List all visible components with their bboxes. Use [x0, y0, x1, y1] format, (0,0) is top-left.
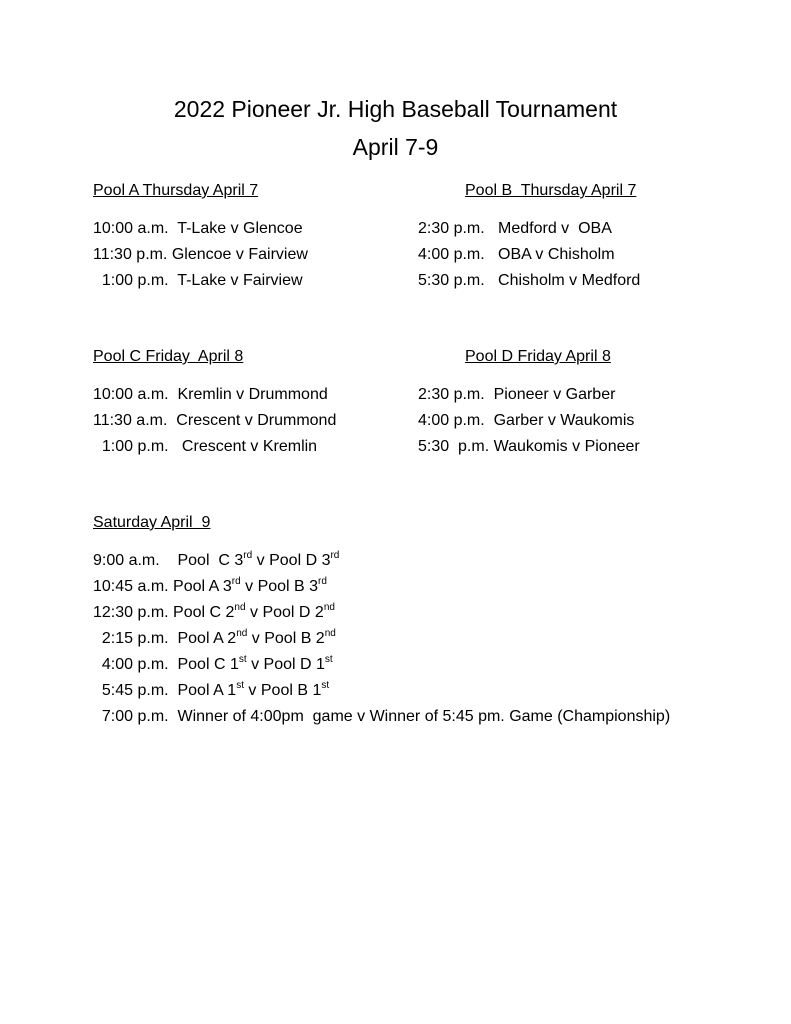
pool-b-game-3: 5:30 p.m. Chisholm v Medford: [418, 272, 641, 289]
pool-d-heading: Pool D Friday April 8: [465, 348, 611, 365]
pool-c-game-2: 11:30 a.m. Crescent v Drummond: [93, 412, 337, 429]
team-b-ordinal: st: [321, 680, 330, 691]
pool-c-heading: Pool C Friday April 8: [93, 348, 244, 365]
team-b: v Pool D 1: [246, 656, 325, 673]
pool-b-heading: Pool B Thursday April 7: [465, 182, 637, 199]
team-a-ordinal: rd: [231, 576, 241, 587]
team-a: Pool A 3: [173, 578, 232, 595]
team-b-ordinal: rd: [318, 576, 327, 587]
team-b-ordinal: rd: [330, 550, 340, 561]
game-time: 10:45 a.m.: [93, 578, 174, 595]
pool-a-game-1: 10:00 a.m. T-Lake v Glencoe: [93, 220, 303, 237]
team-a: Pool A 1: [177, 682, 237, 699]
team-b-ordinal: nd: [324, 628, 336, 639]
pool-a-heading: Pool A Thursday April 7: [93, 182, 259, 199]
saturday-game-6: [93, 681, 329, 701]
team-a-ordinal: nd: [236, 628, 248, 639]
saturday-game-1: [93, 551, 339, 571]
pool-c-game-3: 1:00 p.m. Crescent v Kremlin: [93, 438, 318, 455]
saturday-game-4: [93, 629, 336, 649]
team-b: v Pool B 2: [247, 630, 325, 647]
team-b: v Pool D 3: [252, 552, 331, 569]
pool-b-game-2: 4:00 p.m. OBA v Chisholm: [418, 246, 615, 263]
game-time: 12:30 p.m.: [93, 604, 174, 621]
pool-a-game-2: 11:30 p.m. Glencoe v Fairview: [93, 246, 308, 263]
team-b: v Pool B 1: [243, 682, 322, 699]
pool-a-game-3: 1:00 p.m. T-Lake v Fairview: [93, 272, 303, 289]
pool-c-game-1: 10:00 a.m. Kremlin v Drummond: [93, 386, 328, 403]
team-b: v Pool D 2: [245, 604, 324, 621]
team-b-ordinal: st: [324, 654, 333, 665]
team-a-ordinal: rd: [243, 550, 253, 561]
document-title: 2022 Pioneer Jr. High Baseball Tournament: [173, 96, 618, 122]
team-a: Pool C 1: [177, 656, 239, 673]
team-a-ordinal: nd: [234, 602, 246, 613]
pool-d-game-3: 5:30 p.m. Waukomis v Pioneer: [418, 438, 640, 455]
saturday-championship-game: 7:00 p.m. Winner of 4:00pm game v Winner of 5:45 pm. Game (Championship): [93, 708, 671, 725]
pool-b-game-1: 2:30 p.m. Medford v OBA: [418, 220, 612, 237]
team-a: Pool C 2: [173, 604, 235, 621]
pool-d-game-2: 4:00 p.m. Garber v Waukomis: [418, 412, 635, 429]
team-a-ordinal: st: [238, 654, 247, 665]
team-b-ordinal: nd: [323, 602, 335, 613]
game-time: 5:45 p.m.: [93, 682, 178, 699]
team-a: Pool C 3: [177, 552, 244, 569]
game-time: 2:15 p.m.: [93, 630, 178, 647]
pool-d-game-1: 2:30 p.m. Pioneer v Garber: [418, 386, 616, 403]
saturday-heading: Saturday April 9: [93, 514, 211, 531]
saturday-game-3: [93, 603, 335, 623]
saturday-game-2: [93, 577, 327, 597]
game-time: 4:00 p.m.: [93, 656, 178, 673]
document-date-range: April 7-9: [352, 134, 439, 160]
game-time: 9:00 a.m.: [93, 552, 178, 569]
team-a: Pool A 2: [177, 630, 237, 647]
team-b: v Pool B 3: [240, 578, 319, 595]
saturday-game-5: [93, 655, 333, 675]
team-a-ordinal: st: [236, 680, 244, 691]
